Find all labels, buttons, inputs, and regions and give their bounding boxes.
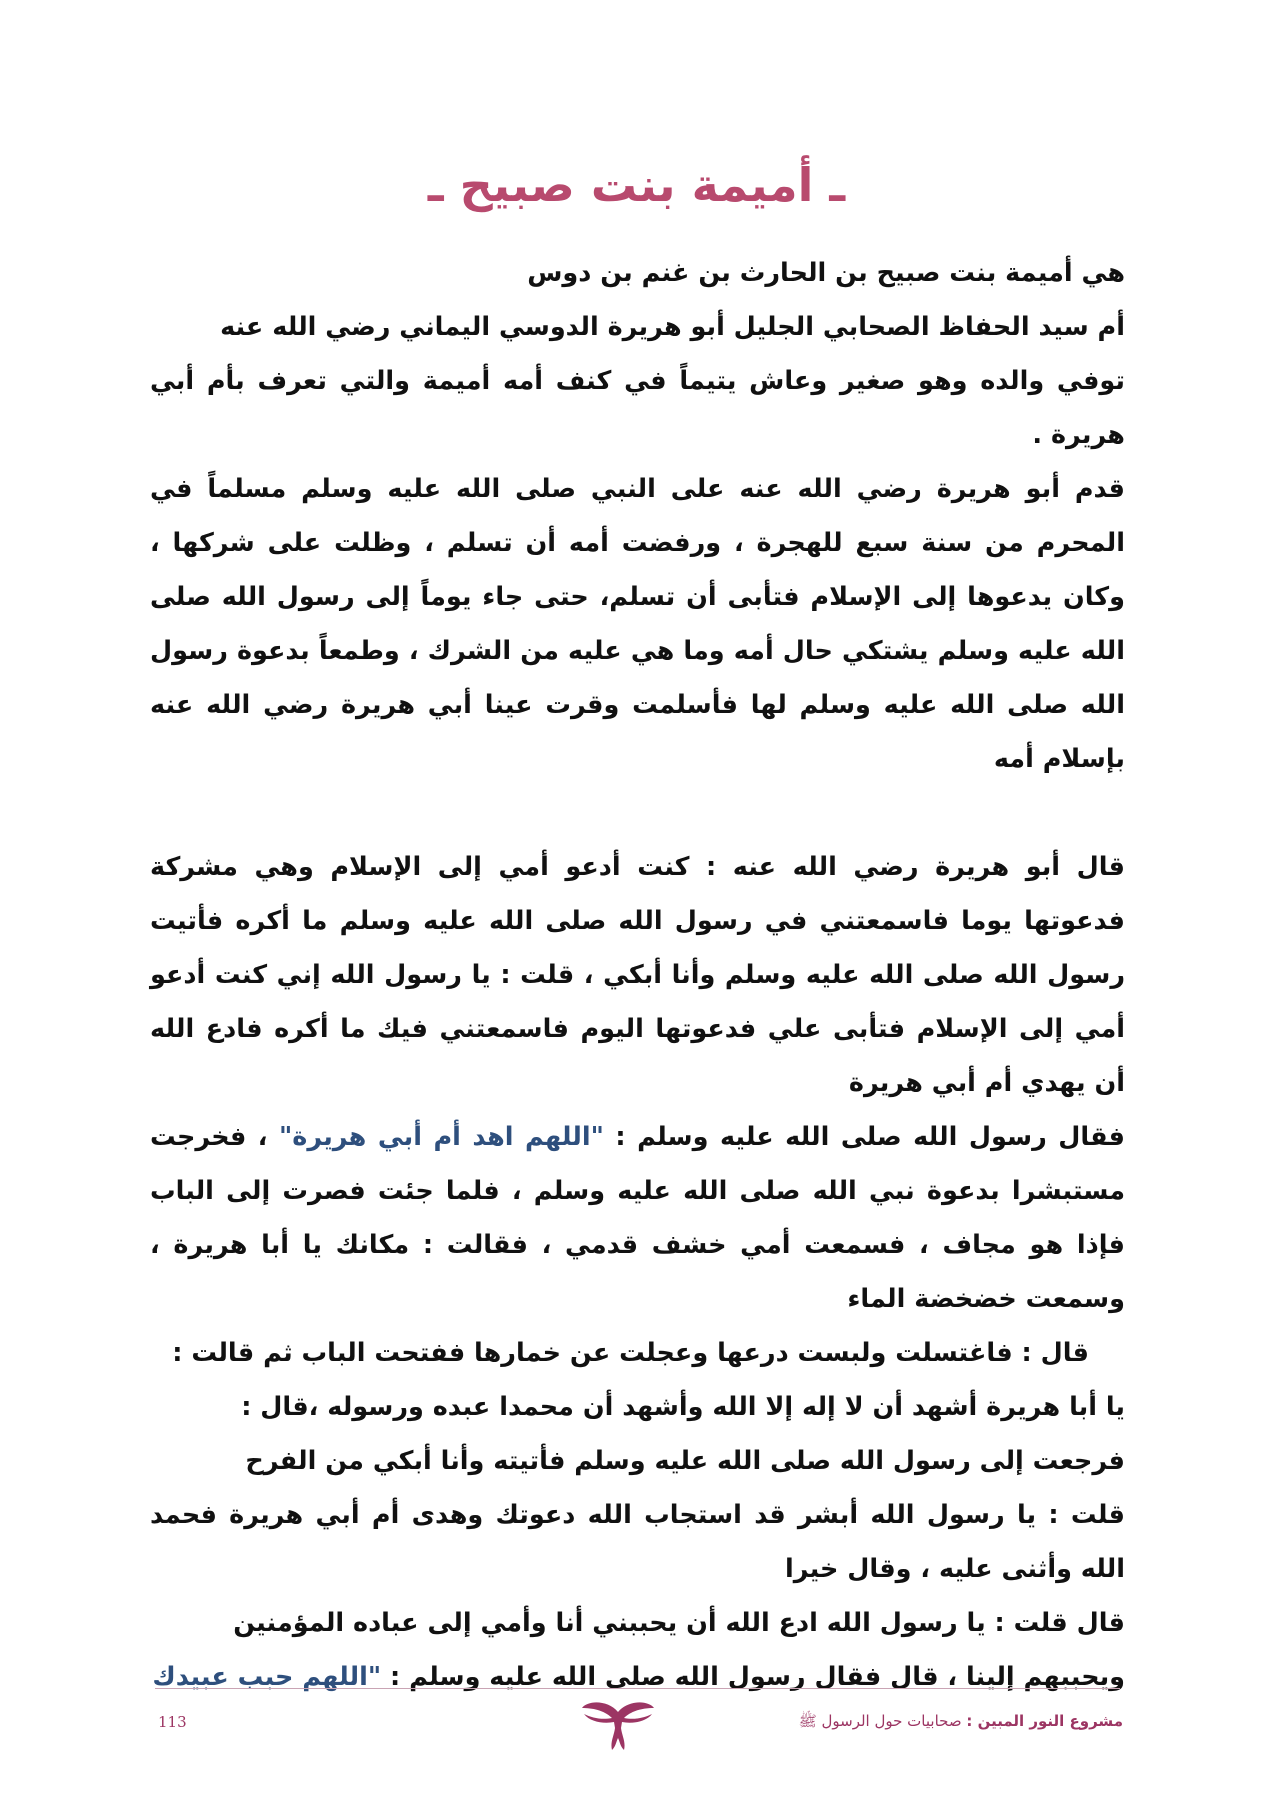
reply-continuation: ، فخرجت مستبشرا بدعوة نبي الله صلى الله عليه وسلم ، فلما جئت فصرت إلى الباب فإذا هو مجاف ، فسمعت أمي خشف قدمي ، فقالت : مكانك يا أبا هريرة ، وسمعت خضخضة الماء bbox=[150, 1122, 1125, 1314]
paragraph-orphan: توفي والده وهو صغير وعاش يتيماً في كنف أمه أميمة والتي تعرف بأم أبي هريرة . bbox=[150, 366, 1125, 450]
paragraph-lineage: هي أميمة بنت صبيح بن الحارث بن غنم بن دوس bbox=[527, 258, 1125, 288]
paragraph-mother-of: أم سيد الحفاظ الصحابي الجليل أبو هريرة الدوسي اليماني رضي الله عنه bbox=[220, 312, 1125, 342]
paragraph-washing: قال : فاغتسلت ولبست درعها وعجلت عن خمارها ففتحت الباب ثم قالت : bbox=[172, 1338, 1089, 1368]
last-line-intro: ويحببهم إلينا ، قال فقال رسول الله صلى الله عليه وسلم : bbox=[390, 1662, 1125, 1692]
paragraph-shahada: يا أبا هريرة أشهد أن لا إله إلا الله وأشهد أن محمدا عبده ورسوله ،قال : bbox=[241, 1392, 1125, 1422]
footer-divider bbox=[155, 1688, 1120, 1689]
ornament-icon bbox=[578, 1698, 658, 1754]
paragraph-gap bbox=[150, 786, 1125, 840]
reply-intro: فقال رسول الله صلى الله عليه وسلم : bbox=[615, 1122, 1125, 1152]
page-title: ـ أميمة بنت صبيح ـ bbox=[427, 158, 846, 212]
dua-quote: "اللهم اهد أم أبي هريرة" bbox=[279, 1122, 604, 1152]
paragraph-last-line bbox=[150, 1650, 1125, 1704]
footer-subtitle: صحابيات حول الرسول ﷺ bbox=[798, 1712, 962, 1730]
footer-title bbox=[799, 1712, 1123, 1734]
paragraph-prophet-reply bbox=[150, 1110, 1125, 1326]
paragraph-story: قدم أبو هريرة رضي الله عنه على النبي صلى الله عليه وسلم مسلماً في المحرم من سنة سبع للهجرة ، ورفضت أمه أن تسلم ، وظلت على شركها ، وكان يدعوها إلى الإسلام فتأبى أن تسلم، حتى جاء يوماً إلى رسول الله صلى الله عليه وسلم يشتكي حال أمه وما هي عليه من الشرك ، وطمعاً بدعوة رسول الله صلى الله عليه وسلم لها فأسلمت وقرت عينا أبي هريرة رضي الله عنه بإسلام أمه bbox=[150, 474, 1125, 774]
paragraph-return: فرجعت إلى رسول الله صلى الله عليه وسلم فأتيته وأنا أبكي من الفرح bbox=[245, 1446, 1125, 1476]
page-number: 113 bbox=[158, 1713, 187, 1731]
footer-project-name: مشروع النور المبين : bbox=[966, 1712, 1123, 1730]
paragraph-request: قال قلت : يا رسول الله ادع الله أن يحببني أنا وأمي إلى عباده المؤمنين bbox=[233, 1608, 1125, 1638]
paragraph-narration: قال أبو هريرة رضي الله عنه : كنت أدعو أمي إلى الإسلام وهي مشركة فدعوتها يوما فاسمعتني في رسول الله صلى الله عليه وسلم ما أكره فأتيت رسول الله صلى الله عليه وسلم وأنا أبكي ، قلت : يا رسول الله إني كنت أدعو أمي إلى الإسلام فتأبى علي فدعوتها اليوم فاسمعتني فيك ما أكره فادع الله أن يهدي أم أبي هريرة bbox=[150, 852, 1125, 1098]
dua-quote-2: "اللهم حبب عبيدك bbox=[152, 1662, 382, 1692]
paragraph-good-news: قلت : يا رسول الله أبشر قد استجاب الله دعوتك وهدى أم أبي هريرة فحمد الله وأثنى عليه ، وقال خيرا bbox=[150, 1500, 1125, 1584]
article-body bbox=[150, 246, 1125, 1704]
